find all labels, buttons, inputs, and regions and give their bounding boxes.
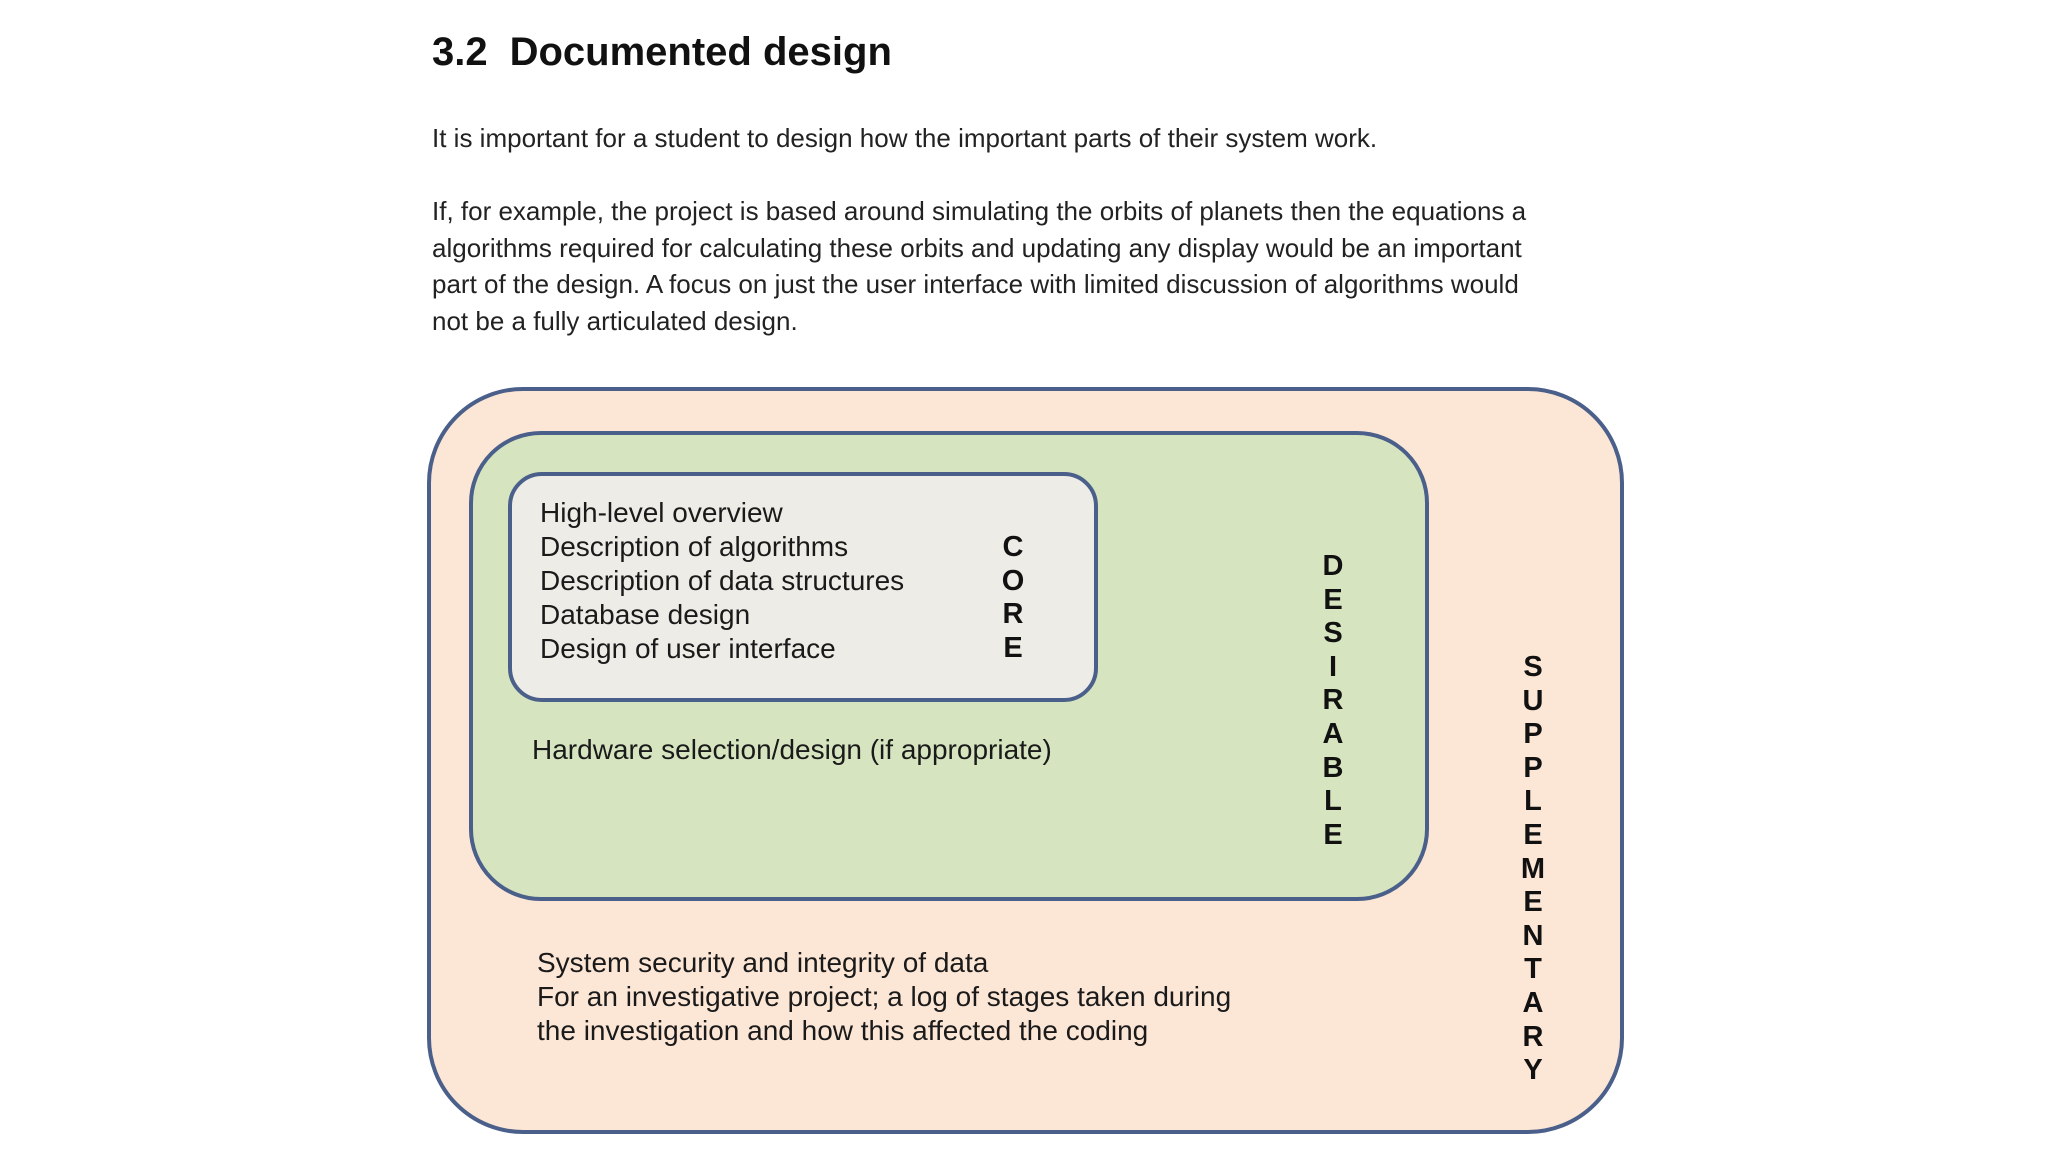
label-letter: O: [1001, 564, 1025, 597]
label-letter: R: [1002, 598, 1024, 631]
core-item: Description of data structures: [540, 565, 905, 596]
label-letter: A: [1522, 986, 1544, 1019]
desirable-item: Hardware selection/design (if appropriate): [532, 734, 1052, 765]
label-letter: S: [1323, 617, 1343, 650]
section-number: 3.2: [432, 30, 488, 74]
core-item: High-level overview: [540, 497, 783, 528]
supplementary-item: System security and integrity of data: [537, 947, 989, 978]
core-item: Design of user interface: [540, 633, 836, 664]
label-letter: C: [1002, 531, 1024, 563]
label-letter: M: [1520, 852, 1546, 885]
label-letter: N: [1522, 919, 1544, 952]
core-item: Database design: [540, 599, 751, 630]
desirable-item-list: [532, 733, 1052, 767]
supplementary-item: For an investigative project; a log of stages taken during: [537, 981, 1232, 1012]
core-item-list: [540, 496, 904, 666]
paragraph-line: part of the design. A focus on just the user interface with limited discussion of algorithms would: [432, 269, 1519, 299]
example-paragraph: [432, 193, 1630, 339]
label-letter: E: [1523, 818, 1543, 851]
supplementary-item: the investigation and how this affected the coding: [537, 1015, 1149, 1046]
label-letter: R: [1522, 1020, 1544, 1053]
label-letter: T: [1524, 953, 1542, 986]
paragraph-line: If, for example, the project is based around simulating the orbits of planets then the equations a: [432, 196, 1527, 226]
label-letter: D: [1322, 550, 1344, 582]
label-letter: E: [1323, 818, 1343, 851]
desirable-label: [1313, 550, 1353, 852]
label-letter: U: [1522, 684, 1544, 717]
section-title: Documented design: [509, 30, 892, 74]
label-letter: E: [1323, 583, 1343, 616]
label-letter: Y: [1523, 1054, 1543, 1087]
supplementary-item-list: [537, 946, 1231, 1048]
paragraph-line: It is important for a student to design how the important parts of their system work.: [432, 123, 1378, 153]
core-label: [993, 531, 1033, 665]
label-letter: A: [1322, 717, 1344, 750]
label-letter: R: [1322, 684, 1344, 717]
section-heading: [432, 30, 892, 75]
label-letter: S: [1523, 651, 1543, 683]
label-letter: E: [1523, 886, 1543, 919]
intro-paragraph: [432, 120, 1632, 157]
core-item: Description of algorithms: [540, 531, 849, 562]
label-letter: L: [1524, 785, 1542, 818]
label-letter: P: [1523, 718, 1543, 751]
label-letter: I: [1328, 650, 1338, 683]
label-letter: P: [1523, 751, 1543, 784]
supplementary-label: [1513, 651, 1553, 1088]
label-letter: L: [1324, 785, 1342, 818]
paragraph-line: not be a fully articulated design.: [432, 305, 798, 336]
label-letter: B: [1322, 751, 1344, 784]
paragraph-line: algorithms required for calculating these orbits and updating any display would be an important: [432, 232, 1522, 263]
label-letter: E: [1003, 631, 1023, 664]
